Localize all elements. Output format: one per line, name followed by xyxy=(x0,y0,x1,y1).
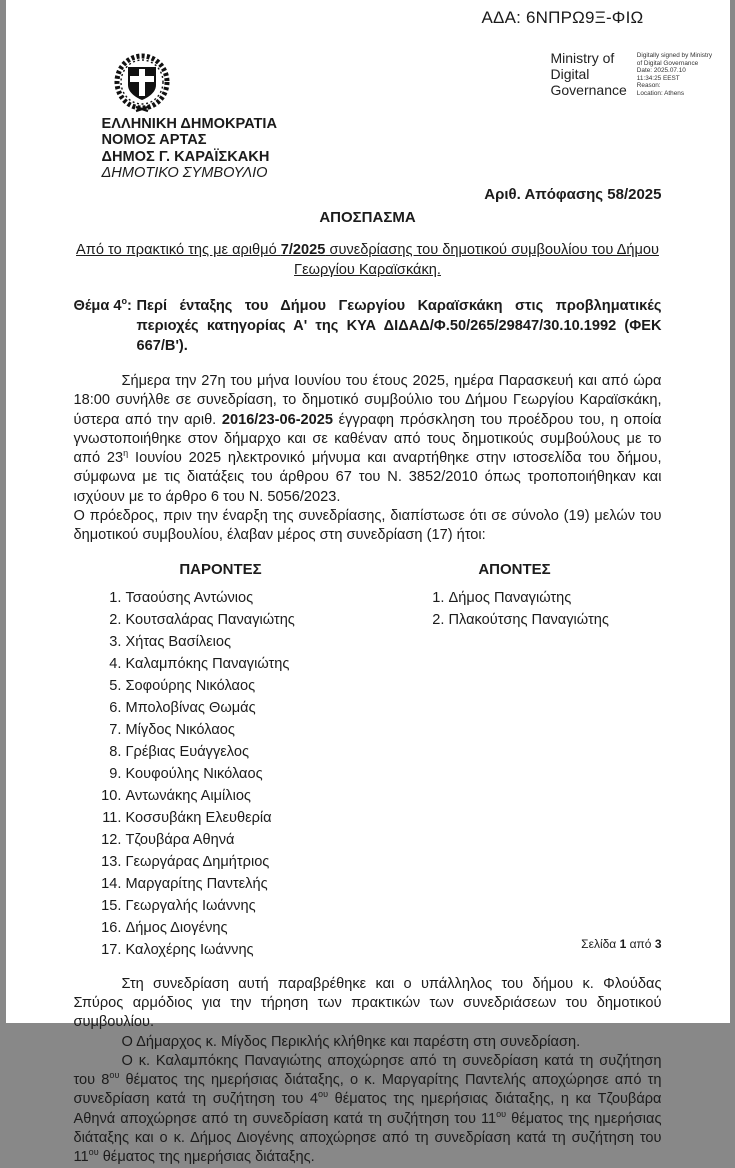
org-line-municipality: ΔΗΜΟΣ Γ. ΚΑΡΑΪΣΚΑΚΗ xyxy=(102,149,278,165)
topic-label: Θέμα $4^o$: xyxy=(74,296,137,356)
page-number: Σελίδα 1 από 3 xyxy=(581,937,661,951)
attendee-list-item: 2. Κουτσαλάρας Παναγιώτης xyxy=(126,609,368,631)
attendee-list-item: 14. Μαργαρίτης Παντελής xyxy=(126,873,368,895)
signature-ministry-line: Governance xyxy=(551,82,627,98)
paragraph-session-intro: Σήμερα την 27η του μήνα Ιουνίου του έτους 2025, ημέρα Παρασκευή και από ώρα 18:00 συνήλθε σε συνεδρίαση, το δημοτικό συμβούλιο του Δήμου Γεωργίου Καραϊσκάκη, ύστερα από την αριθ. 2016/23-06-2025 έγγραφη πρόσκληση του προέδρου του, η οποία γνωστοποιήθηκε στον δήμαρχο και σε καθέναν από τους δημοτικούς συμβούλους με το από $23^\eta$ Ιουνίου 2025 ηλεκτρονικό μήνυμα και αναρτήθηκε στην ιστοσελίδα του δήμου, σύμφωνα με τις διατάξεις του άρθρου 67 του Ν. 3852/2010 όπως τροποποιήθηκαν και ισχύουν με το άρθρο 6 του Ν. 5056/2023. xyxy=(74,372,662,507)
signature-detail-line: of Digital Governance xyxy=(637,60,735,68)
letterhead xyxy=(102,116,278,181)
present-list xyxy=(74,587,368,961)
org-line-republic: ΕΛΛΗΝΙΚΗ ΔΗΜΟΚΡΑΤΙΑ xyxy=(102,116,278,132)
attendee-list-item: 12. Τζουβάρα Αθηνά xyxy=(126,829,368,851)
signature-detail-line: 11:34:25 EEST xyxy=(637,75,735,83)
present-column xyxy=(74,561,368,961)
attendance-section xyxy=(74,561,662,961)
absent-column xyxy=(368,561,662,961)
digital-signature-block xyxy=(551,50,735,98)
attendee-list-item: 8. Γρέβιας Ευάγγελος xyxy=(126,741,368,763)
document-title: ΑΠΟΣΠΑΣΜΑ xyxy=(74,209,662,226)
signature-detail-line: Date: 2025.07.10 xyxy=(637,67,735,75)
document-subtitle: Από το πρακτικό της με αριθμό 7/2025 συνεδρίασης του δημοτικού συμβουλίου του Δήμου Γεωργίου Καραϊσκάκη. xyxy=(74,240,662,280)
absent-list xyxy=(368,587,662,631)
topic-section xyxy=(74,296,662,356)
paragraph-departures: Ο κ. Καλαμπόκης Παναγιώτης αποχώρησε από τη συνεδρίαση κατά τη συζήτηση του $8^{o\upsilon}$ θέματος της ημερήσιας διάταξης, ο κ. Μαργαρίτης Παντελής αποχώρησε από τη συνεδρίαση κατά τη συζήτηση του $4^{o\upsilon}$ θέματος της ημερήσιας διάταξης, η κα Τζουβάρα Αθηνά αποχώρησε από τη συνεδρίαση κατά τη συζήτηση του $11^{o\upsilon}$ θέματος της ημερήσιας διάταξης και ο κ. Δήμος Διογένης αποχώρησε από τη συνεδρίαση κατά τη συζήτηση του $11^{o\upsilon}$ θέματος της ημερήσιας διάταξης. xyxy=(74,1052,662,1168)
paragraph-quorum: Ο πρόεδρος, πριν την έναρξη της συνεδρίασης, διαπίστωσε ότι σε σύνολο (19) μελών του δημοτικού συμβουλίου, έλαβαν μέρος στη συνεδρίαση (17) ήτοι: xyxy=(74,507,662,546)
signature-ministry-line: Digital xyxy=(551,66,627,82)
signature-ministry-line: Ministry of xyxy=(551,50,627,66)
attendee-list-item: 5. Σοφούρης Νικόλαος xyxy=(126,675,368,697)
signature-ministry-label xyxy=(551,50,627,98)
signature-details xyxy=(637,50,735,98)
document-page xyxy=(6,0,730,1023)
document-body xyxy=(74,186,662,1168)
attendee-list-item: 17. Καλοχέρης Ιωάννης xyxy=(126,939,368,961)
attendee-list-item: 11. Κοσσυβάκη Ελευθερία xyxy=(126,807,368,829)
paragraph-secretary: Στη συνεδρίαση αυτή παραβρέθηκε και ο υπάλληλος του δήμου κ. Φλούδας Σπύρος αρμόδιος για την τήρηση των πρακτικών των συνεδριάσεων του δημοτικού συμβουλίου. xyxy=(74,975,662,1033)
attendee-list-item: 3. Χήτας Βασίλειος xyxy=(126,631,368,653)
absent-header: ΑΠΟΝΤΕΣ xyxy=(368,561,662,578)
org-line-prefecture: ΝΟΜΟΣ ΑΡΤΑΣ xyxy=(102,132,278,148)
attendee-list-item: 6. Μπολοβίνας Θωμάς xyxy=(126,697,368,719)
present-header: ΠΑΡΟΝΤΕΣ xyxy=(74,561,368,578)
paragraph-mayor: Ο Δήμαρχος κ. Μίγδος Περικλής κλήθηκε και παρέστη στη συνεδρίαση. xyxy=(74,1033,662,1052)
attendee-list-item: 13. Γεωργάρας Δημήτριος xyxy=(126,851,368,873)
attendee-list-item: 15. Γεωργαλής Ιωάννης xyxy=(126,895,368,917)
attendee-list-item: 4. Καλαμπόκης Παναγιώτης xyxy=(126,653,368,675)
decision-number: Αριθ. Απόφασης 58/2025 xyxy=(74,186,662,203)
signature-detail-line: Digitally signed by Ministry xyxy=(637,52,735,60)
signature-detail-line: Location: Athens xyxy=(637,90,735,98)
signature-detail-line: Reason: xyxy=(637,82,735,90)
greek-national-emblem-icon xyxy=(112,53,172,120)
ada-code: ΑΔΑ: 6ΝΠΡΩ9Ξ-ΦΙΩ xyxy=(482,8,644,28)
org-line-council: ΔΗΜΟΤΙΚΟ ΣΥΜΒΟΥΛΙΟ xyxy=(102,165,278,181)
attendee-list-item: 10. Αντωνάκης Αιμίλιος xyxy=(126,785,368,807)
attendee-list-item: 2. Πλακούτσης Παναγιώτης xyxy=(449,609,662,631)
attendee-list-item: 7. Μίγδος Νικόλαος xyxy=(126,719,368,741)
attendee-list-item: 16. Δήμος Διογένης xyxy=(126,917,368,939)
topic-text: Περί ένταξης του Δήμου Γεωργίου Καραϊσκάκη στις προβληματικές περιοχές κατηγορίας Α' της ΚΥΑ ΔΙΔΑΔ/Φ.50/265/29847/30.10.1992 (ΦΕΚ 667/Β'). xyxy=(137,296,662,356)
attendee-list-item: 1. Δήμος Παναγιώτης xyxy=(449,587,662,609)
attendee-list-item: 9. Κουφούλης Νικόλαος xyxy=(126,763,368,785)
attendee-list-item: 1. Τσαούσης Αντώνιος xyxy=(126,587,368,609)
